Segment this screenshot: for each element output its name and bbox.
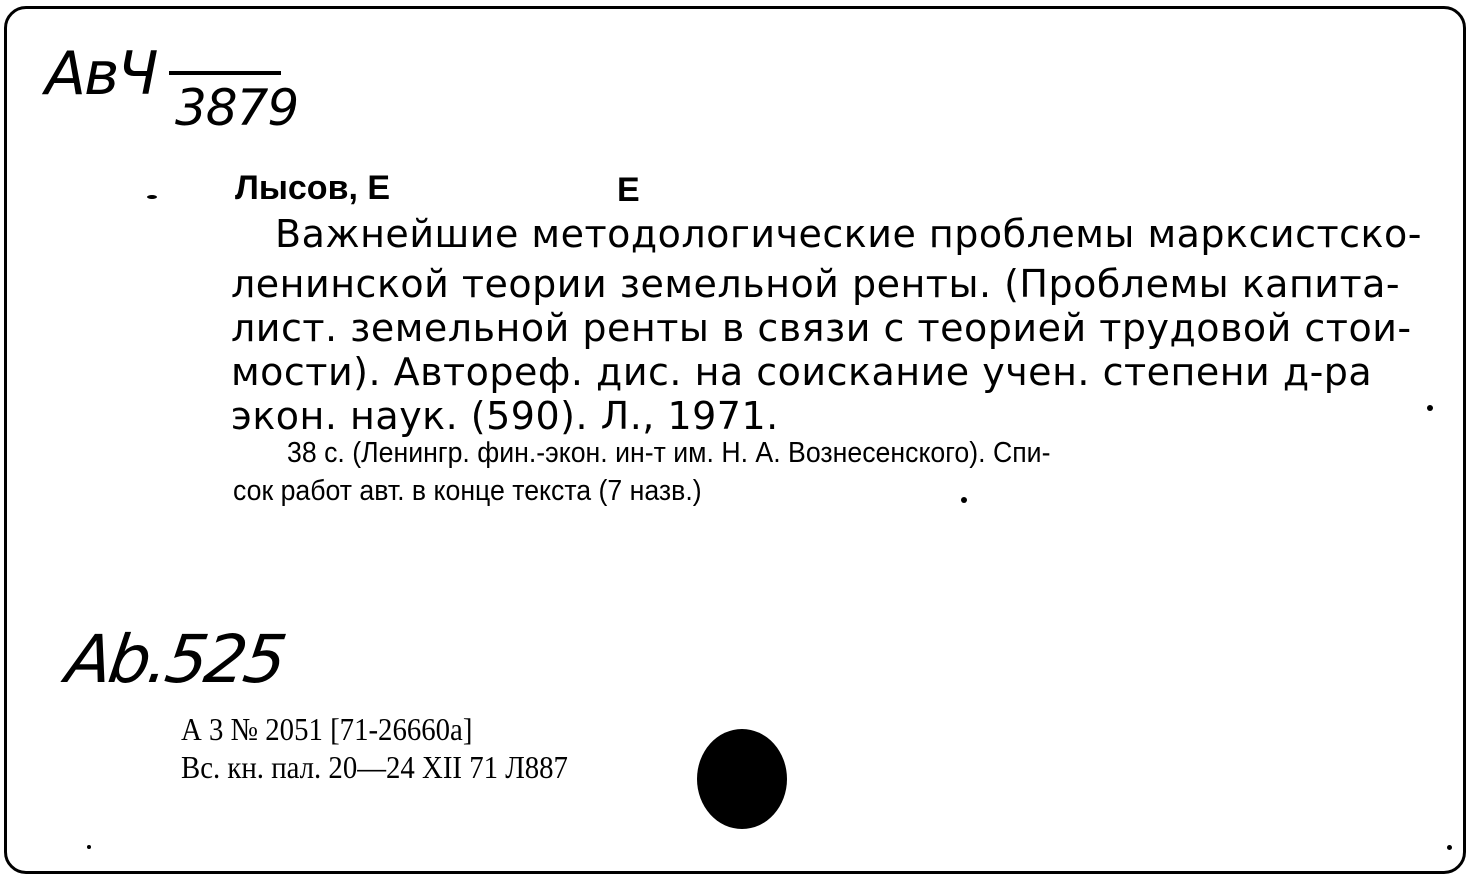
note-line-2: сок работ авт. в конце текста (7 назв.) [233, 475, 702, 507]
catalog-card [4, 6, 1466, 874]
shelf-mark-divider [169, 71, 281, 75]
title-line-1: Важнейшие методологические проблемы марксистско- [275, 212, 1422, 256]
title-line-5: экон. наук. (590). Л., 1971. [231, 394, 779, 438]
speck [1447, 845, 1452, 850]
author-name: Лысов, Е [235, 169, 391, 207]
title-line-4: мости). Автореф. дис. на соискание учен. степени д-ра [231, 350, 1373, 394]
note-line-1: 38 с. (Ленингр. фин.-экон. ин-т им. Н. А. Вознесенского). Спи- [287, 437, 1051, 469]
author-initial: Е [617, 171, 640, 209]
shelf-mark-bottom: Ab.525 [61, 621, 289, 698]
speck [147, 195, 157, 199]
speck [961, 497, 967, 503]
registry-line-1: А 3 № 2051 [71-26660а] [181, 711, 473, 747]
title-line-3: лист. земельной ренты в связи с теорией трудовой стои- [231, 306, 1412, 350]
speck [1427, 405, 1433, 411]
shelf-mark-number: 3879 [175, 79, 299, 137]
punch-hole [697, 729, 787, 829]
title-line-2: ленинской теории земельной ренты. (Проблемы капита- [231, 262, 1401, 306]
shelf-mark-top: АвЧ [45, 39, 157, 109]
registry-line-2: Вс. кн. пал. 20—24 XII 71 Л887 [181, 749, 568, 785]
speck [87, 845, 91, 849]
